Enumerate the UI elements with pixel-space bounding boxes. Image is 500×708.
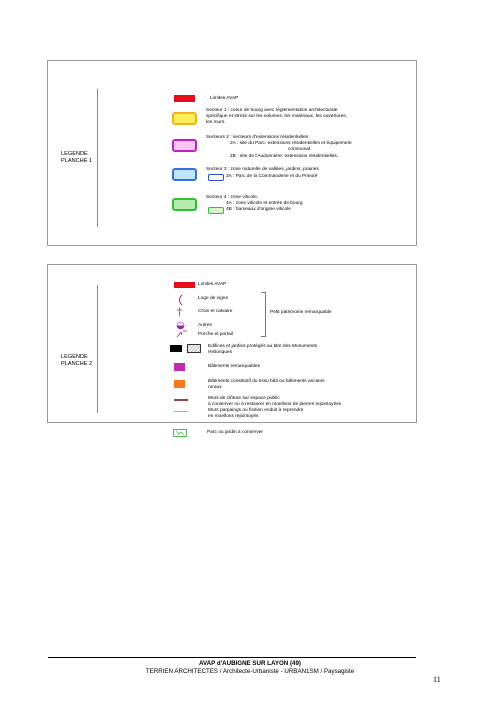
- murs-cloture-line: [174, 399, 188, 401]
- batiments-constitutifs-label: Bâtiments constitutif du tissu bâti ou bâtiments anciens ruraux: [208, 379, 325, 390]
- loge-vigne-label: Loge de vigne: [198, 296, 229, 301]
- page-number: 11: [433, 675, 441, 684]
- secteur-2-title: Secteurs 2 : secteurs d'extensions résidentielles: [206, 135, 309, 140]
- croix-label: Croix et calvaire: [198, 309, 233, 314]
- loge-vigne-icon: [176, 294, 184, 306]
- croix-icon: [176, 307, 183, 317]
- batiments-constitutifs-swatch: [174, 380, 185, 388]
- porche-label: Porche et portail: [198, 332, 233, 337]
- footer-title: AVAP d'AUBIGNE SUR LAYON (49): [199, 660, 301, 667]
- secteur-3-label: Secteur 3 : zone naturelle de vallées, jardins, prairies: [206, 167, 319, 172]
- porche-icon: [176, 330, 188, 338]
- legend-label: LEGENDE PLANCHE 2: [61, 354, 93, 367]
- batiments-remarquables-swatch: [174, 363, 185, 371]
- petit-patrimoine-label: Petit patrimoine remarquable: [270, 310, 332, 315]
- legend-label: LEGENDE PLANCHE 1: [61, 151, 93, 164]
- secteur-4-label: Secteur 4 : zone viticole,: [206, 195, 259, 200]
- avap-limit-label: Limites AVAP: [198, 282, 227, 287]
- petit-patrimoine-bracket: [261, 292, 266, 337]
- monument-historique-swatch: [170, 345, 182, 352]
- secteur-1-swatch: [172, 112, 197, 125]
- murs-parpaings-label: Murs parpaings ou finition enduit à reprendre en moellons rejointoyés: [208, 408, 304, 419]
- secteur-1-label: Secteur 1 : coeur de bourg avec réglementation architecturale spécifique et stricte sur les volumes, les matériaux, les ouvertures, les murs.: [206, 108, 348, 125]
- secteur-4b-label: 4B : hameaux d'origine viticole: [226, 207, 291, 212]
- autres-icon: [176, 321, 185, 330]
- murs-parpaings-line: [174, 411, 188, 412]
- edifices-label: Edifices et jardins protégés au titre des Monuments Historiques: [208, 344, 318, 355]
- batiments-remarquables-label: Bâtiments remarquables: [208, 364, 260, 369]
- jardin-protege-swatch: [187, 344, 201, 353]
- parc-jardin-swatch: [173, 429, 187, 437]
- secteur-2a-label-cont: communal.: [288, 147, 312, 152]
- avap-limit-swatch: [174, 95, 195, 102]
- parc-jardin-label: Parc ou jardin à conserver: [207, 430, 263, 435]
- secteur-4b-swatch: [208, 207, 224, 214]
- secteur-3a-swatch: [208, 174, 224, 181]
- secteur-4a-label: 4A : zone viticole et entrée de bourg: [226, 201, 303, 206]
- parc-jardin-icon: [174, 430, 186, 436]
- panel-divider: [97, 89, 98, 227]
- secteur-3-swatch: [172, 168, 197, 181]
- secteur-2b-label: 2B : site de l'Audonnière: extensions résidentielles.: [230, 154, 339, 159]
- secteur-2a-label: 2A : site du Parc: extensions résidentielles et équipement: [230, 141, 352, 146]
- secteur-4-swatch: [172, 198, 197, 211]
- footer-subtitle: TERRIEN ARCHITECTES / Architecte-Urbaniste - URBAN1SM / Paysagiste: [145, 668, 355, 675]
- avap-limit-swatch: [174, 282, 195, 288]
- avap-limit-label: Limites AVAP: [210, 96, 239, 101]
- footer-rule: [48, 657, 416, 658]
- legend-panel-1: [47, 60, 417, 246]
- murs-cloture-label: Murs de clôture sur espace public à conserver ou à restaurer en moellons de pierres rejointoyées: [208, 396, 342, 407]
- secteur-2-swatch: [172, 139, 197, 152]
- panel-divider: [97, 285, 98, 413]
- autres-label: Autres: [198, 323, 212, 328]
- legend-panel-2: [47, 264, 417, 423]
- secteur-3a-label: 3A : Parc de la Commanderie et du Prieuré: [226, 174, 318, 179]
